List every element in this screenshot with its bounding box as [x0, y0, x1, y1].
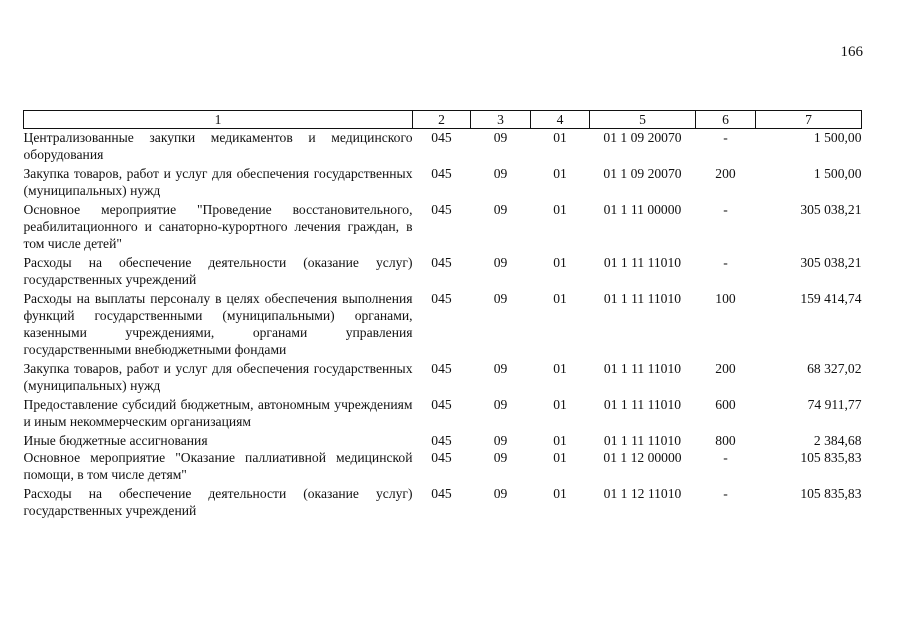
- row-amount: 105 835,83: [800, 486, 862, 501]
- row-col-4: 01: [553, 361, 567, 376]
- row-col-6: -: [723, 255, 728, 270]
- row-name: Расходы на обеспечение деятельности (оказание услуг) государственных учреждений: [23, 486, 413, 518]
- row-col-5: 01 1 11 11010: [603, 397, 682, 412]
- row-name: Предоставление субсидий бюджетным, автономным учреждениям и иным некоммерческим организациям: [23, 397, 413, 429]
- row-name: Основное мероприятие "Оказание паллиативной медицинской помощи, в том числе детям": [23, 450, 413, 482]
- row-col-4: 01: [553, 130, 567, 145]
- row-col-4: 01: [553, 291, 567, 306]
- row-col-5: 01 1 12 11010: [603, 486, 682, 501]
- row-col-5: 01 1 11 11010: [603, 255, 682, 270]
- table-row: [24, 288, 862, 358]
- row-amount: 305 038,21: [800, 255, 862, 270]
- row-col-6: -: [723, 486, 728, 501]
- budget-table: [23, 110, 862, 519]
- header-col-7: 7: [756, 111, 862, 129]
- table-row: [24, 129, 862, 164]
- row-col-2: 045: [431, 397, 452, 412]
- row-col-6: -: [723, 202, 728, 217]
- row-col-2: 045: [431, 166, 452, 181]
- row-col-2: 045: [431, 291, 452, 306]
- row-name: Расходы на обеспечение деятельности (оказание услуг) государственных учреждений: [23, 255, 413, 287]
- row-col-5: 01 1 11 11010: [603, 291, 682, 306]
- row-col-4: 01: [553, 486, 567, 501]
- page-number: 166: [840, 44, 863, 60]
- row-col-3: 09: [493, 166, 508, 181]
- header-col-4: 4: [531, 111, 590, 129]
- row-col-5: 01 1 11 11010: [603, 361, 682, 376]
- row-col-3: 09: [493, 361, 508, 376]
- row-col-3: 09: [493, 433, 508, 448]
- table-row: [24, 449, 862, 483]
- row-col-6: 100: [715, 291, 736, 306]
- row-col-6: 200: [715, 361, 736, 376]
- header-col-5: 5: [590, 111, 696, 129]
- row-col-4: 01: [553, 450, 567, 465]
- header-col-3: 3: [471, 111, 531, 129]
- header-col-1: 1: [24, 111, 413, 129]
- row-col-2: 045: [431, 486, 452, 501]
- table-row: [24, 430, 862, 449]
- row-col-5: 01 1 09 20070: [603, 166, 682, 181]
- row-col-3: 09: [493, 291, 508, 306]
- row-amount: 105 835,83: [800, 450, 862, 465]
- row-col-2: 045: [431, 450, 452, 465]
- header-row: [24, 111, 862, 129]
- row-amount: 2 384,68: [813, 433, 862, 448]
- row-col-6: -: [723, 450, 728, 465]
- table-row: [24, 163, 862, 199]
- row-col-6: 600: [715, 397, 736, 412]
- row-col-5: 01 1 12 00000: [603, 450, 682, 465]
- row-amount: 68 327,02: [807, 361, 862, 376]
- row-col-5: 01 1 11 11010: [603, 433, 682, 448]
- row-col-2: 045: [431, 255, 452, 270]
- row-col-2: 045: [431, 130, 452, 145]
- row-col-6: 800: [715, 433, 736, 448]
- row-col-2: 045: [431, 361, 452, 376]
- row-col-3: 09: [493, 130, 508, 145]
- row-col-4: 01: [553, 166, 567, 181]
- row-name: Централизованные закупки медикаментов и медицинского оборудования: [23, 130, 413, 162]
- row-col-4: 01: [553, 397, 567, 412]
- row-col-2: 045: [431, 433, 452, 448]
- row-name: Закупка товаров, работ и услуг для обеспечения государственных (муниципальных) нужд: [23, 361, 413, 393]
- row-col-4: 01: [553, 202, 567, 217]
- row-name: Расходы на выплаты персоналу в целях обеспечения выполнения функций государственными (муниципальными) органами, казенными учреждениями, органами управления государственными внебюджетными фондами: [23, 291, 413, 357]
- row-name: Иные бюджетные ассигнования: [23, 433, 208, 448]
- table-row: [24, 394, 862, 430]
- row-col-3: 09: [493, 397, 508, 412]
- row-col-4: 01: [553, 255, 567, 270]
- row-name: Основное мероприятие "Проведение восстановительного, реабилитационного и санаторно-курортного лечения граждан, в том числе детей": [23, 202, 413, 251]
- row-amount: 305 038,21: [800, 202, 862, 217]
- row-name: Закупка товаров, работ и услуг для обеспечения государственных (муниципальных) нужд: [23, 166, 413, 198]
- row-col-5: 01 1 11 00000: [603, 202, 682, 217]
- table-row: [24, 358, 862, 394]
- header-col-6: 6: [696, 111, 756, 129]
- row-col-5: 01 1 09 20070: [603, 130, 682, 145]
- row-amount: 1 500,00: [813, 130, 862, 145]
- table-row: [24, 199, 862, 252]
- row-col-6: -: [723, 130, 728, 145]
- row-col-3: 09: [493, 450, 508, 465]
- table-row: [24, 483, 862, 519]
- header-col-2: 2: [413, 111, 471, 129]
- row-amount: 159 414,74: [800, 291, 862, 306]
- table-row: [24, 252, 862, 288]
- row-amount: 1 500,00: [813, 166, 862, 181]
- row-col-3: 09: [493, 486, 508, 501]
- row-col-6: 200: [715, 166, 736, 181]
- row-col-3: 09: [493, 255, 508, 270]
- row-amount: 74 911,77: [807, 397, 862, 412]
- row-col-4: 01: [553, 433, 567, 448]
- row-col-3: 09: [493, 202, 508, 217]
- row-col-2: 045: [431, 202, 452, 217]
